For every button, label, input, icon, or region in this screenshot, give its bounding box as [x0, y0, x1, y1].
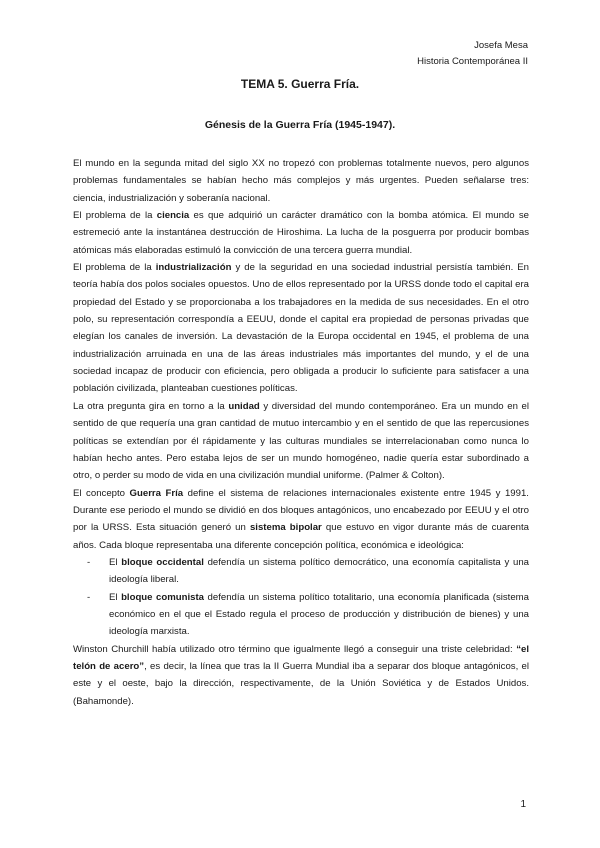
paragraph-guerra-fria: El concepto Guerra Fría define el sistema de relaciones internacionales existente entre 1945 y 1991. Durante ese periodo el mundo se dividió en dos bloques antagónicos, uno encabezado por EEUU y el otro por la URSS. Esta situación generó un sistema bipolar que estuvo en vigor durante más de cuarenta años. Cada bloque representaba una diferente concepción política, económica e ideológica:	[73, 487, 530, 551]
keyword-unidad: unidad	[228, 400, 260, 412]
keyword-bloque-occidental: bloque occidental	[121, 556, 204, 568]
document-title: TEMA 5. Guerra Fría.	[240, 77, 360, 91]
author-name: Josefa Mesa	[474, 40, 528, 51]
list-item-bloque-occidental: - El bloque occidental defendía un sistema político democrático, una economía capitalista y una ideología liberal.	[73, 554, 529, 589]
keyword-telon-de-acero: “el telón de acero”	[73, 643, 529, 672]
keyword-guerra-fria: Guerra Fría	[129, 487, 184, 499]
paragraph-ciencia: El problema de la ciencia es que adquirió un carácter dramático con la bomba atómica. El mundo se estremeció ante la instantánea destrucción de Hiroshima. La lucha de la posguerra por producir bombas atómicas más elaboradas estimuló la convicción de una tercera guerra mundial.	[73, 210, 529, 256]
paragraph-industrializacion: El problema de la industrialización y de la seguridad en una sociedad industrial persistía también. En teoría había dos polos sociales opuestos. Uno de ellos representado por la URSS donde todo el capital era propiedad del Estado y se proporcionaba a los trabajadores en la medida de sus necesidades. En el otro polo, su representación correspondía a EEUU, donde el capital era propiedad de personas privadas que elegían los canales de inversión. La devastación de la Europa occidental en 1945, el problema de una industrialización arruinada en una de las áreas industriales más importantes del mundo, y el de una sociedad incapaz de producir con eficiencia, pero obligada a producir lo suficiente para satisfacer a una población civilizada, planteaban cuestiones políticas.	[73, 262, 530, 395]
keyword-ciencia: ciencia	[156, 210, 190, 222]
document-body	[73, 155, 529, 710]
keyword-bloque-comunista: bloque comunista	[121, 591, 205, 603]
keyword-industrializacion: industrialización	[155, 262, 232, 274]
paragraph-unidad: La otra pregunta gira en torno a la unidad y diversidad del mundo contemporáneo. Era un mundo en el sentido de que requería una gran cantidad de mutuo intercambio y en el sentido de que las repercusiones políticas se extendían por él rápidamente y las culturas mundiales se interrelacionaban como nunca lo habían hecho antes. Pero estaba lejos de ser un mundo homogéneo, nadie quería estar subordinado a otro, o perder su modo de vida en una civilización mundial uniforme. (Palmer & Colton).	[73, 400, 529, 482]
section-heading: Génesis de la Guerra Fría (1945-1947).	[204, 119, 396, 131]
bullet-dash: -	[87, 591, 91, 603]
paragraph-intro: El mundo en la segunda mitad del siglo XX no tropezó con problemas totalmente nuevos, pero algunos problemas fundamentales se habían hecho más complejos y más urgentes. Pueden señalarse tres: ciencia, industrialización y soberanía nacional.	[73, 158, 529, 204]
list-item-bloque-comunista: - El bloque comunista defendía un sistema político totalitario, una economía planificada (sistema económico en el que el Estado regula el proceso de producción y distribución de bienes) y una ideología marxista.	[73, 589, 529, 641]
paragraph-telon-de-acero: Winston Churchill había utilizado otro término que igualmente llegó a conseguir una triste celebridad: “el telón de acero”, es decir, la línea que tras la II Guerra Mundial iba a separar dos bloque antagónicos, el este y el oeste, bajo la dirección, respectivamente, de la Unión Soviética y de Estados Unidos. (Bahamonde).	[73, 643, 530, 707]
bullet-dash: -	[87, 556, 91, 568]
keyword-sistema-bipolar: sistema bipolar	[249, 522, 322, 534]
page-number: 1	[520, 799, 526, 810]
page-header	[417, 38, 528, 70]
course-name: Historia Contemporánea II	[417, 56, 528, 67]
bloques-list	[73, 554, 529, 641]
